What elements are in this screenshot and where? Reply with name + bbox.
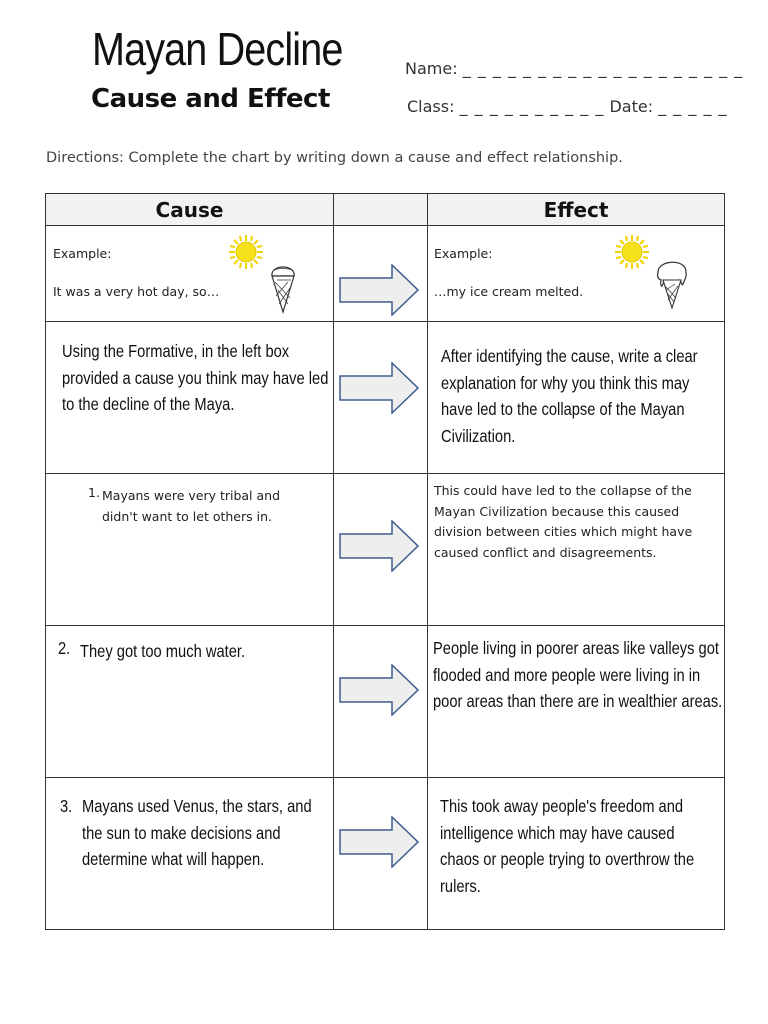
right-arrow-icon [339,664,419,716]
row-number-1: 1. [88,485,100,500]
row-number-3: 3. [60,796,73,816]
arrow-header [334,194,428,226]
cause-effect-chart [45,193,725,930]
right-arrow-icon [339,264,419,316]
name-label: Name: [405,59,458,78]
worksheet-title: Mayan Decline [92,23,343,75]
row-number-2: 2. [58,638,71,658]
ice-cream-icon [268,258,298,314]
sun-icon [228,234,264,270]
instructions-row [46,322,725,474]
cause-text-2: They got too much water. [80,641,246,661]
class-label: Class: [407,97,455,116]
cause-cell-2[interactable] [46,626,334,778]
header-row [46,194,725,226]
example-row [46,226,725,322]
effect-text-1: This could have led to the collapse of the Mayan Civilization because this caused division between cities which might have caused conflict and disagreements. [434,483,693,560]
example-effect-label: Example: [434,246,493,261]
table-row [46,778,725,930]
cause-cell-3[interactable] [46,778,334,930]
instructions-effect-cell [428,322,725,474]
instructions-cause-cell [46,322,334,474]
effect-text-2: People living in poorer areas like valleys got flooded and more people were living in in poor areas than there are in wealthier areas. [433,638,723,711]
right-arrow-icon [339,362,419,414]
cause-text-1: Mayans were very tribal and didn't want to let others in. [102,488,281,524]
cause-text-3: Mayans used Venus, the stars, and the sun to make decisions and determine what will happen. [82,796,312,869]
arrow-cell-1 [334,474,428,626]
table-row [46,626,725,778]
date-blank[interactable]: _ _ _ _ _ [658,97,728,116]
instructions-effect-text: After identifying the cause, write a clear explanation for why you think this may have led to the collapse of the Mayan Civilization. [441,346,698,446]
instructions-cause-text: Using the Formative, in the left box provided a cause you think may have led to the decline of the Maya. [62,341,329,414]
example-cause-text: It was a very hot day, so… [53,284,220,299]
arrow-cell-2 [334,626,428,778]
table-row [46,474,725,626]
right-arrow-icon [339,816,419,868]
worksheet-subtitle: Cause and Effect [91,84,330,114]
date-label: Date: [609,97,654,116]
effect-text-3: This took away people's freedom and intelligence which may have caused chaos or people trying to overthrow the rulers. [440,796,695,896]
name-blank[interactable]: _ _ _ _ _ _ _ _ _ _ _ _ _ _ _ _ _ _ _ [462,59,744,78]
name-field[interactable] [405,59,743,78]
example-arrow-cell [334,226,428,322]
class-blank[interactable]: _ _ _ _ _ _ _ _ _ _ [459,97,605,116]
example-cause-cell [46,226,334,322]
sun-icon [614,234,650,270]
right-arrow-icon [339,520,419,572]
effect-header: Effect [428,194,725,226]
effect-cell-1[interactable] [428,474,725,626]
example-cause-label: Example: [53,246,112,261]
effect-cell-3[interactable] [428,778,725,930]
directions-text: Directions: Complete the chart by writing down a cause and effect relationship. [46,150,623,166]
class-date-field [407,97,728,116]
cause-cell-1[interactable] [46,474,334,626]
example-effect-text: …my ice cream melted. [434,284,584,299]
effect-cell-2[interactable] [428,626,725,778]
instructions-arrow-cell [334,322,428,474]
arrow-cell-3 [334,778,428,930]
cause-header: Cause [46,194,334,226]
melted-ice-cream-icon [654,256,690,310]
example-effect-cell [428,226,725,322]
